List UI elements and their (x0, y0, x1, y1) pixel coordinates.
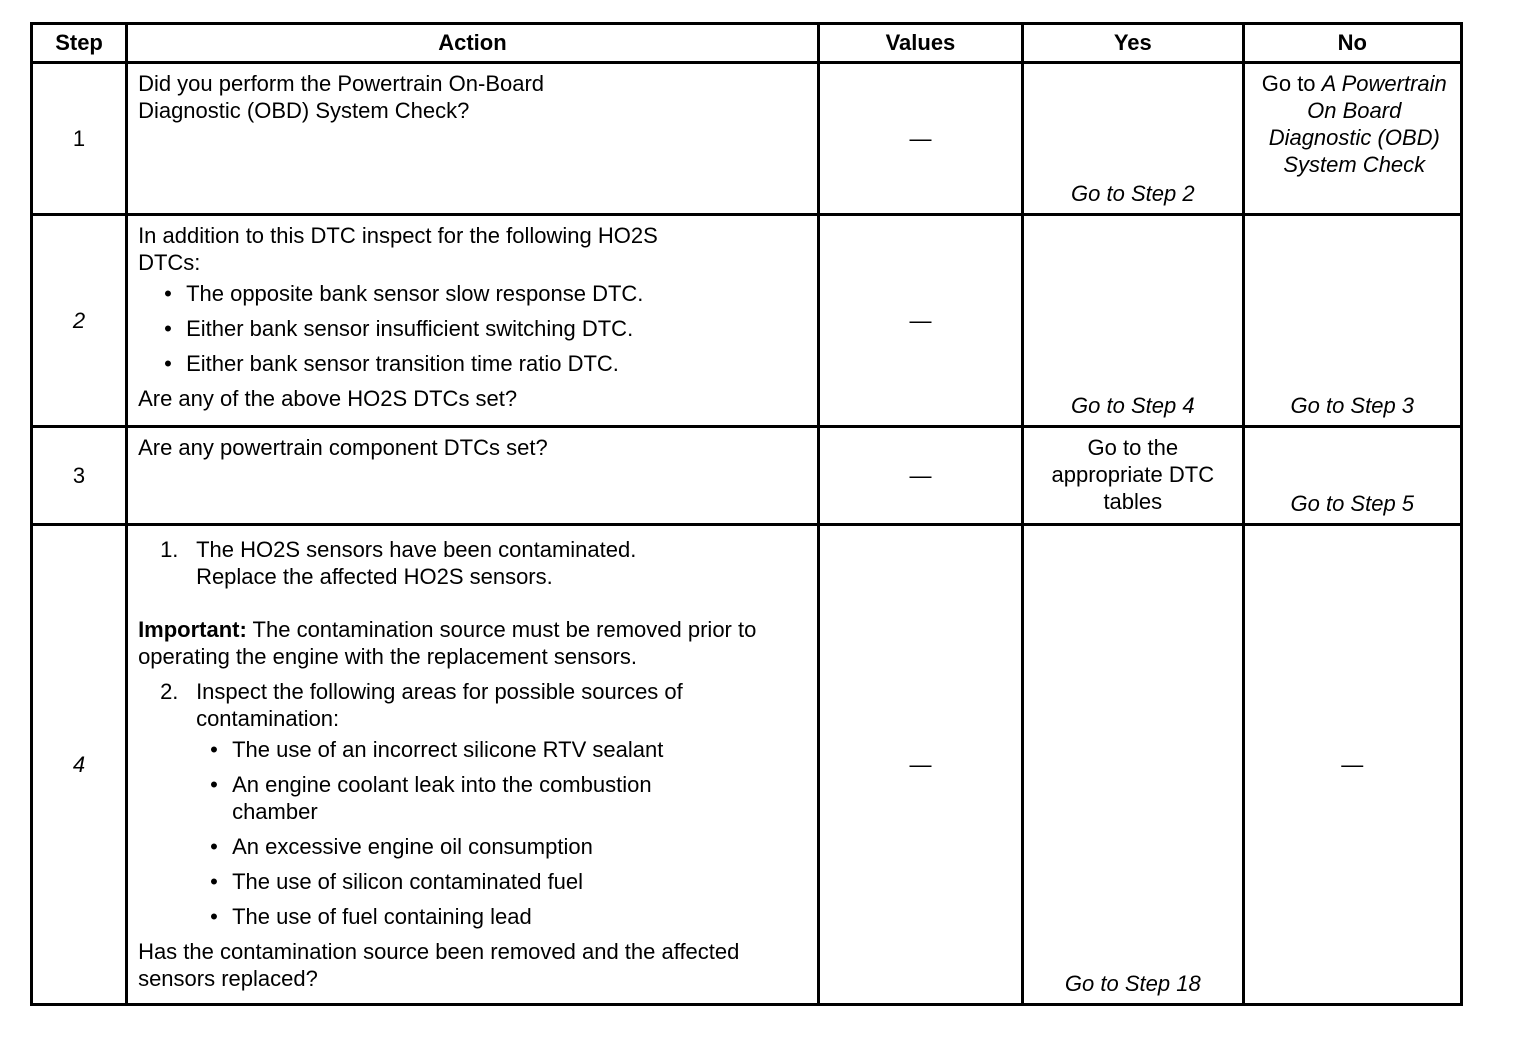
yes-cell (1023, 427, 1243, 525)
item-number: 2. (160, 679, 179, 704)
important-note (138, 616, 807, 670)
no-cell (1243, 427, 1461, 525)
no-cell (1243, 215, 1461, 427)
header-row (32, 24, 1462, 63)
action-question: Has the contamination source been removed and the affected sensors replaced? (138, 939, 740, 991)
no-cell: — (1243, 525, 1461, 1005)
yes-cell (1023, 215, 1243, 427)
action-intro: In addition to this DTC inspect for the following HO2S DTCs: (138, 223, 658, 275)
table-row (32, 427, 1462, 525)
no-prefix: Go to (1261, 71, 1322, 96)
action-cell (127, 63, 819, 215)
header-action: Action (127, 24, 819, 63)
dtc-list (138, 280, 807, 377)
item-number: 1. (160, 537, 179, 562)
yes-link[interactable]: Go to Step 4 (1071, 393, 1195, 418)
list-item: • The opposite bank sensor slow response DTC. (138, 280, 807, 307)
diagnostic-table (30, 22, 1463, 1006)
list-item: • The use of an incorrect silicone RTV sealant (138, 736, 807, 763)
table-row (32, 63, 1462, 215)
list-item: • Either bank sensor insufficient switching DTC. (138, 315, 807, 342)
important-label: Important: (138, 617, 247, 642)
yes-cell (1023, 63, 1243, 215)
yes-link[interactable]: Go to Step 18 (1064, 971, 1201, 996)
no-link[interactable]: Go to Step 3 (1290, 393, 1415, 418)
numbered-item (138, 536, 716, 590)
action-text: Are any powertrain component DTCs set? (138, 435, 548, 460)
no-cell (1243, 63, 1461, 215)
values-cell: — (818, 427, 1022, 525)
numbered-item (138, 678, 776, 732)
contamination-list (138, 736, 807, 930)
list-item: • An excessive engine oil consumption (138, 833, 807, 860)
item-text: Inspect the following areas for possible sources of contamination: (196, 679, 683, 731)
important-text: The contamination source must be removed prior to operating the engine with the replacement sensors. (138, 617, 757, 669)
header-step: Step (32, 24, 127, 63)
list-item: • Either bank sensor transition time ratio DTC. (138, 350, 807, 377)
list-item: • The use of silicon contaminated fuel (138, 868, 807, 895)
header-values: Values (818, 24, 1022, 63)
values-cell: — (818, 63, 1022, 215)
step-number: 1 (32, 63, 127, 215)
yes-cell (1023, 525, 1243, 1005)
action-cell (127, 215, 819, 427)
action-question: Are any of the above HO2S DTCs set? (138, 386, 518, 411)
values-cell: — (818, 215, 1022, 427)
header-no: No (1243, 24, 1461, 63)
table-row (32, 215, 1462, 427)
step-number: 4 (32, 525, 127, 1005)
action-cell (127, 525, 819, 1005)
step-number: 2 (32, 215, 127, 427)
header-yes: Yes (1023, 24, 1243, 63)
yes-link[interactable]: Go to Step 2 (1071, 181, 1195, 206)
values-cell: — (818, 525, 1022, 1005)
table-row (32, 525, 1462, 1005)
no-link[interactable]: Go to Step 5 (1290, 491, 1415, 516)
list-item: • The use of fuel containing lead (138, 903, 807, 930)
action-cell (127, 427, 819, 525)
step-number: 3 (32, 427, 127, 525)
yes-link[interactable]: Go to the appropriate DTC tables (1051, 435, 1215, 514)
action-text: Did you perform the Powertrain On-Board Diagnostic (OBD) System Check? (138, 71, 545, 123)
item-text: The HO2S sensors have been contaminated. Replace the affected HO2S sensors. (196, 537, 637, 589)
list-item: • An engine coolant leak into the combustion chamber (138, 771, 732, 825)
no-link[interactable] (1245, 64, 1460, 178)
no-italic-target: A Powertrain On Board Diagnostic (OBD) System Check (1268, 71, 1447, 177)
